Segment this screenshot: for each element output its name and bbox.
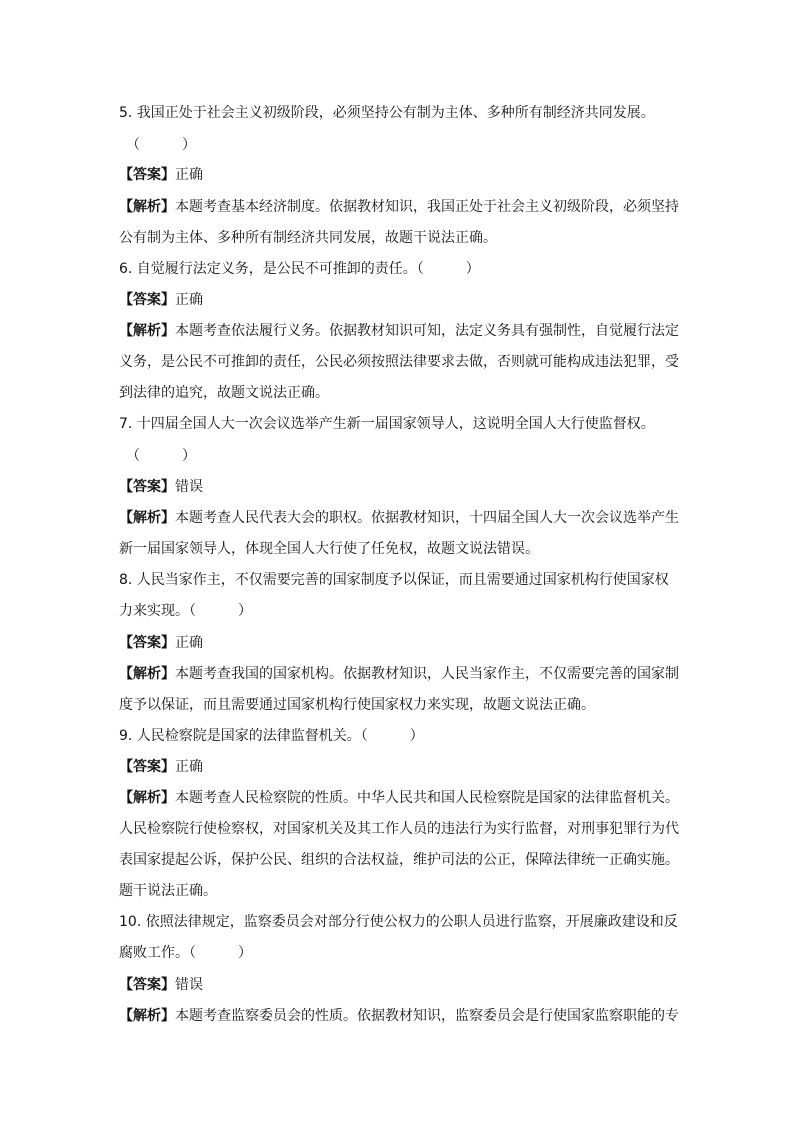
analysis-label: 【解析】 <box>119 666 175 682</box>
answer-value: 正确 <box>175 292 203 308</box>
analysis-label: 【解析】 <box>119 1008 175 1024</box>
question-9: 9. 人民检察院是国家的法律监督机关。（ ） <box>119 728 424 744</box>
answer-7 <box>119 480 689 494</box>
answer-label: 【答案】 <box>119 479 175 495</box>
answer-value: 错误 <box>175 977 203 993</box>
answer-label: 【答案】 <box>119 635 175 651</box>
analysis-8-line-2: 度予以保证，而且需要通过国家机构行使国家权力来实现，故题文说法正确。 <box>119 697 595 713</box>
question-7: 7. 十四届全国人大一次会议选举产生新一届国家领导人，这说明全国人大行使监督权。 <box>119 416 655 432</box>
answer-label: 【答案】 <box>119 759 175 775</box>
answer-10 <box>119 978 689 992</box>
analysis-text: 本题考查依法履行义务。依据教材知识可知，法定义务具有强制性，自觉履行法定 <box>175 323 679 339</box>
answer-8 <box>119 636 689 650</box>
analysis-5-line-2: 公有制为主体、多种所有制经济共同发展，故题干说法正确。 <box>119 230 497 246</box>
analysis-7-line-2: 新一届国家领导人，体现全国人大行使了任免权，故题文说法错误。 <box>119 541 539 557</box>
answer-value: 正确 <box>175 635 203 651</box>
analysis-9-line-4: 题干说法正确。 <box>119 883 217 899</box>
question-10-line-1: 10. 依照法律规定，监察委员会对部分行使公权力的公职人员进行监察，开展廉政建设和反 <box>119 914 678 930</box>
analysis-label: 【解析】 <box>119 510 175 526</box>
answer-value: 正确 <box>175 167 203 183</box>
answer-9 <box>119 760 689 774</box>
analysis-label: 【解析】 <box>119 323 175 339</box>
question-8-line-2: 力来实现。（ ） <box>119 603 252 619</box>
analysis-8-line-1 <box>119 667 689 681</box>
analysis-7-line-1 <box>119 511 689 525</box>
analysis-text: 本题考查人民检察院的性质。中华人民共和国人民检察院是国家的法律监督机关。 <box>175 790 679 806</box>
question-5-blank: （ ） <box>126 137 196 153</box>
answer-6 <box>119 293 689 307</box>
answer-label: 【答案】 <box>119 977 175 993</box>
analysis-5-line-1 <box>119 200 689 214</box>
analysis-6-line-3: 到法律的追究，故题文说法正确。 <box>119 385 329 401</box>
analysis-label: 【解析】 <box>119 199 175 215</box>
question-10-line-2: 腐败工作。（ ） <box>119 945 252 961</box>
answer-value: 错误 <box>175 479 203 495</box>
analysis-text: 本题考查人民代表大会的职权。依据教材知识，十四届全国人大一次会议选举产生 <box>175 510 679 526</box>
analysis-text: 本题考查我国的国家机构。依据教材知识，人民当家作主，不仅需要完善的国家制 <box>175 666 679 682</box>
analysis-9-line-1 <box>119 791 689 805</box>
question-7-blank: （ ） <box>126 448 196 464</box>
analysis-6-line-1 <box>119 324 689 338</box>
answer-5 <box>119 168 689 182</box>
analysis-9-line-3: 表国家提起公诉，保护公民、组织的合法权益，维护司法的公正，保障法律统一正确实施。 <box>119 852 679 868</box>
analysis-label: 【解析】 <box>119 790 175 806</box>
question-8-line-1: 8. 人民当家作主，不仅需要完善的国家制度予以保证，而且需要通过国家机构行使国家权 <box>119 572 669 588</box>
question-5-text: 5. 我国正处于社会主义初级阶段，必须坚持公有制为主体、多种所有制经济共同发展。 <box>119 105 655 121</box>
answer-value: 正确 <box>175 759 203 775</box>
answer-label: 【答案】 <box>119 167 175 183</box>
answer-label: 【答案】 <box>119 292 175 308</box>
analysis-6-line-2: 义务，是公民不可推卸的责任，公民必须按照法律要求去做，否则就可能构成违法犯罪，受 <box>119 354 679 370</box>
analysis-9-line-2: 人民检察院行使检察权，对国家机关及其工作人员的违法行为实行监督，对刑事犯罪行为代 <box>119 821 679 837</box>
analysis-text: 本题考查监察委员会的性质。依据教材知识，监察委员会是行使国家监察职能的专 <box>175 1008 679 1024</box>
analysis-10-line-1 <box>119 1009 689 1023</box>
analysis-text: 本题考查基本经济制度。依据教材知识，我国正处于社会主义初级阶段，必须坚持 <box>175 199 679 215</box>
question-6: 6. 自觉履行法定义务，是公民不可推卸的责任。（ ） <box>119 261 480 277</box>
question-5 <box>119 106 689 120</box>
